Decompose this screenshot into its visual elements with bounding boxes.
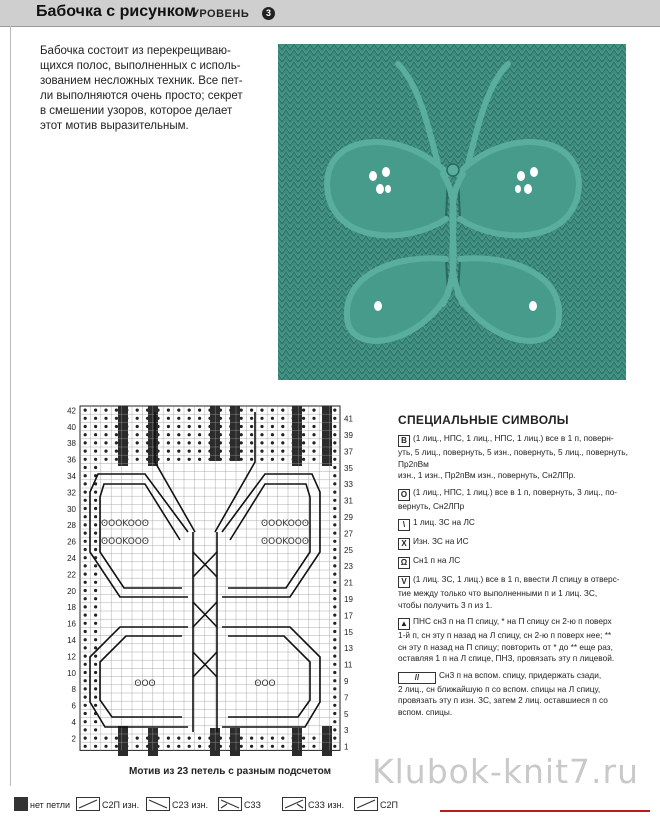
svg-text:ʘOOKOOʘ: ʘOOKOOʘ — [101, 519, 149, 529]
row-number-right: 9 — [344, 676, 349, 686]
cable-symbol-icon: // — [398, 672, 436, 684]
knit-tbl-symbol-icon: \ — [398, 519, 410, 531]
row-number-left: 38 — [67, 439, 76, 449]
row-number-right: 17 — [344, 611, 353, 621]
row-number-left: 42 — [67, 406, 76, 416]
cable-three-purl-swatch-icon — [282, 797, 306, 811]
row-number-right: 21 — [344, 578, 353, 588]
intro-paragraph — [40, 44, 260, 134]
row-number-left: 6 — [71, 701, 76, 711]
symbol-entry: \ 1 лиц. ЗС на ЛС — [398, 517, 628, 531]
svg-text:ʘOOKOOʘ: ʘOOKOOʘ — [261, 537, 309, 547]
intro-line: ли выполняются очень просто; секрет — [40, 90, 243, 102]
row-number-left: 18 — [67, 603, 76, 613]
intro-line: зованием несложных техник. Все пет- — [40, 75, 243, 87]
row-number-right: 35 — [344, 463, 353, 473]
row-number-left: 32 — [67, 488, 76, 498]
symbol-entry: V (1 лиц. ЗС, 1 лиц.) все в 1 п, ввести Л спицу в отверс- тие между только что выполненными п и 1 лиц. ЗС, чтобы получить 3 п из 1. — [398, 574, 620, 610]
no-stitch-swatch-icon — [14, 797, 28, 811]
symbol-entry: Ω Сн1 п на ЛС — [398, 555, 628, 569]
row-number-left: 24 — [67, 553, 76, 563]
row-number-left: 40 — [67, 422, 76, 432]
bobble-symbol-icon: B — [398, 435, 410, 447]
row-number-right: 39 — [344, 430, 353, 440]
watermark: Klubok-knit7.ru — [372, 752, 639, 791]
svg-text:ʘOʘ: ʘOʘ — [254, 679, 276, 689]
row-number-right: 33 — [344, 480, 353, 490]
cable-two-swatch-icon — [354, 797, 378, 811]
row-number-left: 30 — [67, 504, 76, 514]
row-number-right: 37 — [344, 447, 353, 457]
row-number-right: 15 — [344, 627, 353, 637]
row-number-right: 23 — [344, 562, 353, 572]
no-stitch-cell — [322, 726, 332, 756]
row-number-left: 10 — [67, 668, 76, 678]
level-badge: 3 — [262, 7, 275, 20]
knitted-swatch-photo — [278, 44, 626, 380]
row-number-right: 29 — [344, 512, 353, 522]
chart-caption: Мотив из 23 петель с разным подсчетом — [129, 766, 331, 777]
row-number-right: 13 — [344, 644, 353, 654]
row-number-left: 20 — [67, 586, 76, 596]
legend-no-stitch: нет петли — [14, 797, 70, 811]
cable-left-swatch-icon — [146, 797, 170, 811]
row-number-left: 16 — [67, 619, 76, 629]
row-number-right: 27 — [344, 529, 353, 539]
row-number-left: 14 — [67, 635, 76, 645]
footer-rule — [440, 810, 650, 812]
no-stitch-cell — [118, 406, 128, 466]
cable-right-swatch-icon — [76, 797, 100, 811]
margin-rule — [10, 26, 11, 786]
row-number-left: 22 — [67, 570, 76, 580]
special-symbols-panel — [398, 413, 628, 723]
row-number-right: 1 — [344, 742, 349, 752]
row-number-left: 34 — [67, 471, 76, 481]
row-number-right: 7 — [344, 693, 349, 703]
row-number-right: 19 — [344, 594, 353, 604]
legend-c3z-purl: С3З изн. — [282, 797, 344, 811]
small-bobble-symbol-icon: O — [398, 489, 410, 501]
row-number-right: 3 — [344, 726, 349, 736]
increase-symbol-icon: V — [398, 576, 410, 588]
special-symbols-title: СПЕЦИАЛЬНЫЕ СИМВОЛЫ — [398, 413, 569, 427]
row-number-left: 8 — [71, 685, 76, 695]
row-number-left: 28 — [67, 521, 76, 531]
intro-line: щихся полос, выполненных с исполь- — [40, 60, 241, 72]
row-number-left: 12 — [67, 652, 76, 662]
intro-line: в смешении узоров, которое делает — [40, 105, 233, 117]
slip-symbol-icon: Ω — [398, 557, 410, 569]
svg-text:ʘOOKOOʘ: ʘOOKOOʘ — [101, 537, 149, 547]
purl-tbl-symbol-icon: X — [398, 538, 410, 550]
intro-line: Бабочка состоит из перекрещиваю- — [40, 45, 231, 57]
row-number-right: 11 — [344, 660, 353, 670]
symbol-entry: X Изн. ЗС на ИС — [398, 536, 628, 550]
page-header — [0, 0, 660, 27]
row-number-right: 25 — [344, 545, 353, 555]
legend-c2p-purl: С2П изн. — [76, 797, 139, 811]
row-number-right: 41 — [344, 414, 353, 424]
svg-text:ʘOʘ: ʘOʘ — [134, 679, 156, 689]
page-title: Бабочка с рисунком — [36, 3, 196, 20]
legend-c2z-purl: С2З изн. — [146, 797, 208, 811]
no-stitch-cell — [292, 406, 302, 466]
decrease-symbol-icon: ▲ — [398, 618, 410, 630]
legend-c2p: С2П — [354, 797, 398, 811]
row-number-right: 5 — [344, 709, 349, 719]
symbol-entry: ▲ ПНС сн3 п на П спицу, * на П спицу сн 2-ю п поверх 1-й п, сн эту п назад на Л спицу, сн 2-ю п поверх нее; ** сн эту п назад на П спицу; повторить от * до ** еще раз, оставляя 1 п на Л спице, ПНЗ, провязать эту п лицевой. — [398, 616, 615, 663]
no-stitch-cell — [322, 406, 332, 466]
row-number-left: 2 — [71, 734, 76, 744]
legend-c3z: С3З — [218, 797, 261, 811]
row-number-left: 36 — [67, 455, 76, 465]
level-label: УРОВЕНЬ — [192, 8, 250, 20]
row-number-left: 26 — [67, 537, 76, 547]
row-number-right: 31 — [344, 496, 353, 506]
row-number-left: 4 — [71, 717, 76, 727]
cable-three-swatch-icon — [218, 797, 242, 811]
symbol-entry: B (1 лиц., НПС, 1 лиц., НПС, 1 лиц.) все в 1 п, поверн- уть, 5 лиц., повернуть, 5 изн., повернуть, 5 лиц., повернуть, Пр2пВм изн., 1 изн., Пр2пВм изн., повернуть, Сн2ЛПр. — [398, 433, 628, 480]
intro-line: этот мотив выразительным. — [40, 120, 189, 132]
no-stitch-cell — [118, 726, 128, 756]
symbol-entry: // Сн3 п на вспом. спицу, придержать сзади, 2 лиц., сн ближайшую п со вспом. спицы на Л спицу, провязать эту п изн. ЗС, затем 2 лиц. оставшиеся п со вспом. спицы. — [398, 669, 608, 717]
svg-text:ʘOOKOOʘ: ʘOOKOOʘ — [261, 519, 309, 529]
knitting-chart — [60, 402, 370, 762]
symbol-entry: O (1 лиц., НПС, 1 лиц.) все в 1 п, повернуть, 3 лиц., по- вернуть, Сн2ЛПр — [398, 486, 618, 511]
